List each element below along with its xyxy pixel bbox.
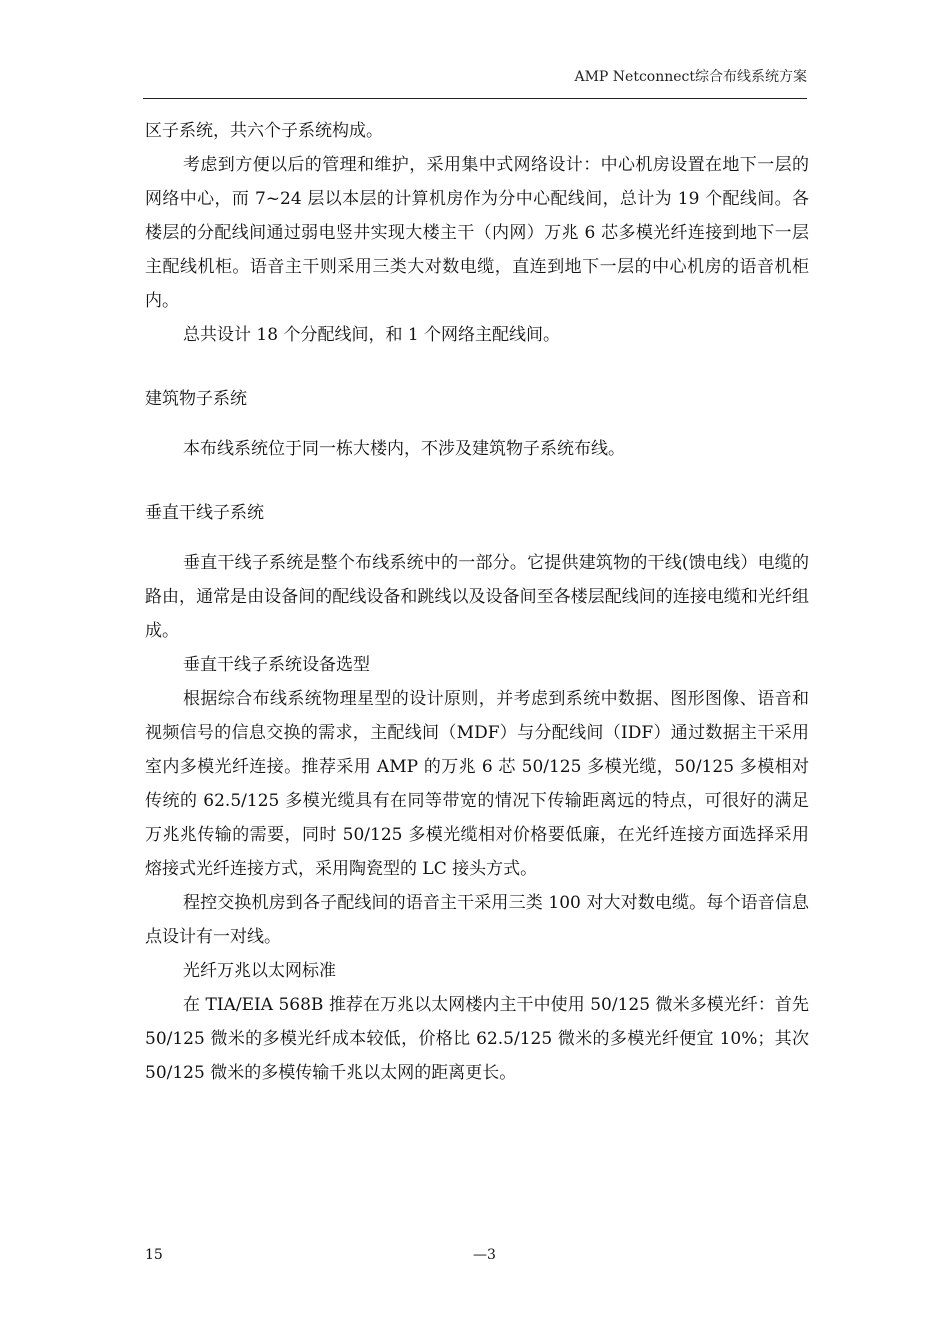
section-heading-building: 建筑物子系统 <box>145 389 247 409</box>
paragraph: 总共设计 18 个分配线间，和 1 个网络主配线间。 <box>183 325 561 345</box>
page-header: AMP Netconnect综合布线系统方案 <box>574 69 807 85</box>
subheading: 垂直干线子系统设备选型 <box>183 655 370 675</box>
paragraph: 程控交换机房到各子配线间的语音主干采用三类 100 对大对数电缆。每个语音信息点设计有一对线。 <box>145 893 809 947</box>
paragraph: 本布线系统位于同一栋大楼内，不涉及建筑物子系统布线。 <box>183 439 625 459</box>
paragraph: 考虑到方便以后的管理和维护，采用集中式网络设计：中心机房设置在地下一层的网络中心，而 7~24 层以本层的计算机房作为分中心配线间，总计为 19 个配线间。各楼层的分配线间通过弱电竖井实现大楼主干（内网）万兆 6 芯多模光纤连接到地下一层主配线机柜。语音主干则采用三类大对数电缆，直连到地下一层的中心机房的语音机柜内。 <box>145 155 809 311</box>
header-rule <box>143 98 807 99</box>
footer-left-number: 15 <box>145 1247 163 1263</box>
section-heading-vertical: 垂直干线子系统 <box>145 503 264 523</box>
paragraph: 根据综合布线系统物理星型的设计原则，并考虑到系统中数据、图形图像、语音和视频信号的信息交换的需求，主配线间（MDF）与分配线间（IDF）通过数据主干采用室内多模光纤连接。推荐采用 AMP 的万兆 6 芯 50/125 多模光缆，50/125 多模相对传统的 62.5/125 多模光缆具有在同等带宽的情况下传输距离远的特点，可很好的满足万兆兆传输的需要，同时 50/125 多模光缆相对价格要低廉，在光纤连接方面选择采用熔接式光纤连接方式，采用陶瓷型的 LC 接头方式。 <box>145 689 809 879</box>
spacer <box>145 352 809 382</box>
page-number: —3 <box>473 1247 496 1263</box>
spacer <box>145 466 809 496</box>
subheading: 光纤万兆以太网标准 <box>183 961 336 981</box>
paragraph: 垂直干线子系统是整个布线系统中的一部分。它提供建筑物的干线(馈电线）电缆的路由，通常是由设备间的配线设备和跳线以及设备间至各楼层配线间的连接电缆和光纤组成。 <box>145 553 809 641</box>
paragraph: 区子系统，共六个子系统构成。 <box>145 121 383 141</box>
paragraph: 在 TIA/EIA 568B 推荐在万兆以太网楼内主干中使用 50/125 微米多模光纤：首先 50/125 微米的多模光纤成本较低，价格比 62.5/125 微米的多模光纤便宜 10%；其次 50/125 微米的多模传输千兆以太网的距离更长。 <box>145 995 809 1083</box>
document-body <box>145 114 809 1090</box>
